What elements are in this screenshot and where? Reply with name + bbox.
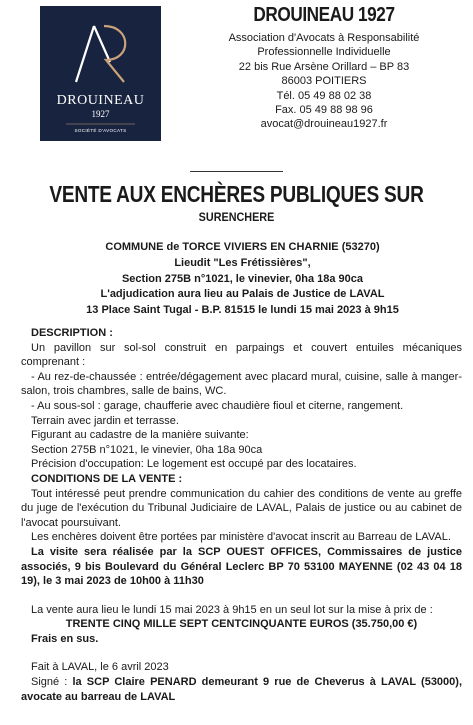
signed-label: Signé : — [31, 676, 68, 689]
conditions-heading: CONDITIONS DE LA VENTE : — [31, 472, 183, 485]
description-land: Terrain avec jardin et terrasse. — [31, 414, 179, 427]
notice-title: VENTE AUX ENCHÈRES PUBLIQUES SUR — [49, 181, 424, 207]
logo-a-right-stroke — [94, 26, 110, 62]
divider — [190, 171, 283, 172]
firm-address: 22 bis Rue Arsène Orillard – BP 83 — [238, 60, 410, 73]
logo-name: DROUINEAU — [56, 93, 145, 108]
description-intro: Un pavillon sur sol-sol construit en parpaings et couvert entuiles mécaniques comprenant : — [21, 341, 462, 369]
occupation-note: Précision d'occupation: Le logement est occupé par des locataires. — [31, 458, 357, 471]
description-basement: - Au sous-sol : garage, chaufferie avec chaudière fioul et citerne, rangement. — [31, 399, 404, 412]
firm-phone: Tél. 05 49 88 02 38 — [276, 89, 372, 102]
signed-by: la SCP Claire PENARD demeurant 9 rue de Cheverus à LAVAL (53000), avocate au barreau de LAVAL — [21, 676, 463, 703]
visit-info: La visite sera réalisée par la SCP OUEST OFFICES, Commissaires de justice associés, 9 bis Boulevard du Général Leclerc BP 70 53100 MAYENNE (02 43 04 18 19), le 3 mai 2023 de 10h00 à 11h30 — [21, 545, 462, 588]
firm-email: avocat@drouineau1927.fr — [260, 118, 388, 131]
firm-logo — [40, 6, 161, 141]
spacer — [21, 646, 462, 660]
adjudication-place: L'adjudication aura lieu au Palais de Justice de LAVAL — [100, 288, 385, 301]
description-heading: DESCRIPTION : — [31, 327, 113, 339]
cadastre-intro: Figurant au cadastre de la manière suivante: — [31, 429, 249, 442]
signature — [21, 675, 462, 704]
conditions-paragraph: Tout intéressé peut prendre communication du cahier des conditions de vente au greffe du juge de l'exécution du Tribunal Judiciaire de LAVAL, Palais de justice ou au cabinet de l'avocat poursuivant. — [21, 487, 462, 529]
description-ground-floor: - Au rez-de-chaussée : entrée/dégagement avec placard mural, cuisine, salle à manger-salon, trois chambres, salle de bains, WC. — [21, 370, 462, 398]
logo-year: 1927 — [91, 109, 110, 119]
logo-tagline: SOCIÉTÉ D'AVOCATS — [74, 128, 127, 133]
firm-city: 86003 POITIERS — [281, 75, 367, 88]
firm-fax: Fax. 05 49 88 98 96 — [275, 104, 373, 117]
logo-a-left-stroke — [76, 26, 94, 82]
adjudication-date: 13 Place Saint Tugal - B.P. 81515 le lundi 15 mai 2023 à 9h15 — [86, 304, 399, 317]
commune: COMMUNE de TORCE VIVIERS EN CHARNIE (53270) — [105, 241, 380, 253]
lieudit: Lieudit "Les Frétissières", — [174, 256, 311, 269]
notice-subtitle: SURENCHERE — [198, 210, 275, 224]
firm-line: Association d'Avocats à Responsabilité — [228, 32, 420, 44]
property-address-block — [20, 240, 465, 319]
sale-line: La vente aura lieu le lundi 15 mai 2023 à 9h15 en un seul lot sur la mise à prix de : — [31, 603, 433, 616]
firm-name: DROUINEAU 1927 — [253, 4, 395, 26]
reserve-price: TRENTE CINQ MILLE SEPT CENTCINQUANTE EUROS (35.750,00 €) — [65, 618, 418, 631]
cadastral-section: Section 275B n°1021, le vinevier, 0ha 18a 90ca — [121, 272, 364, 285]
place-date: Fait à LAVAL, le 6 avril 2023 — [31, 661, 169, 674]
logo-emblem — [40, 6, 161, 141]
firm-line: Professionnelle Individuelle — [257, 46, 391, 59]
spacer — [21, 589, 462, 603]
firm-header — [196, 4, 452, 132]
cadastre-reference: Section 275B n°1021, le vinevier, 0ha 18a 90ca — [31, 443, 263, 456]
bar-requirement: Les enchères doivent être portées par ministère d'avocat inscrit au Barreau de LAVAL. — [31, 531, 451, 544]
notice-body — [21, 326, 462, 704]
fees-note: Frais en sus. — [31, 632, 99, 645]
